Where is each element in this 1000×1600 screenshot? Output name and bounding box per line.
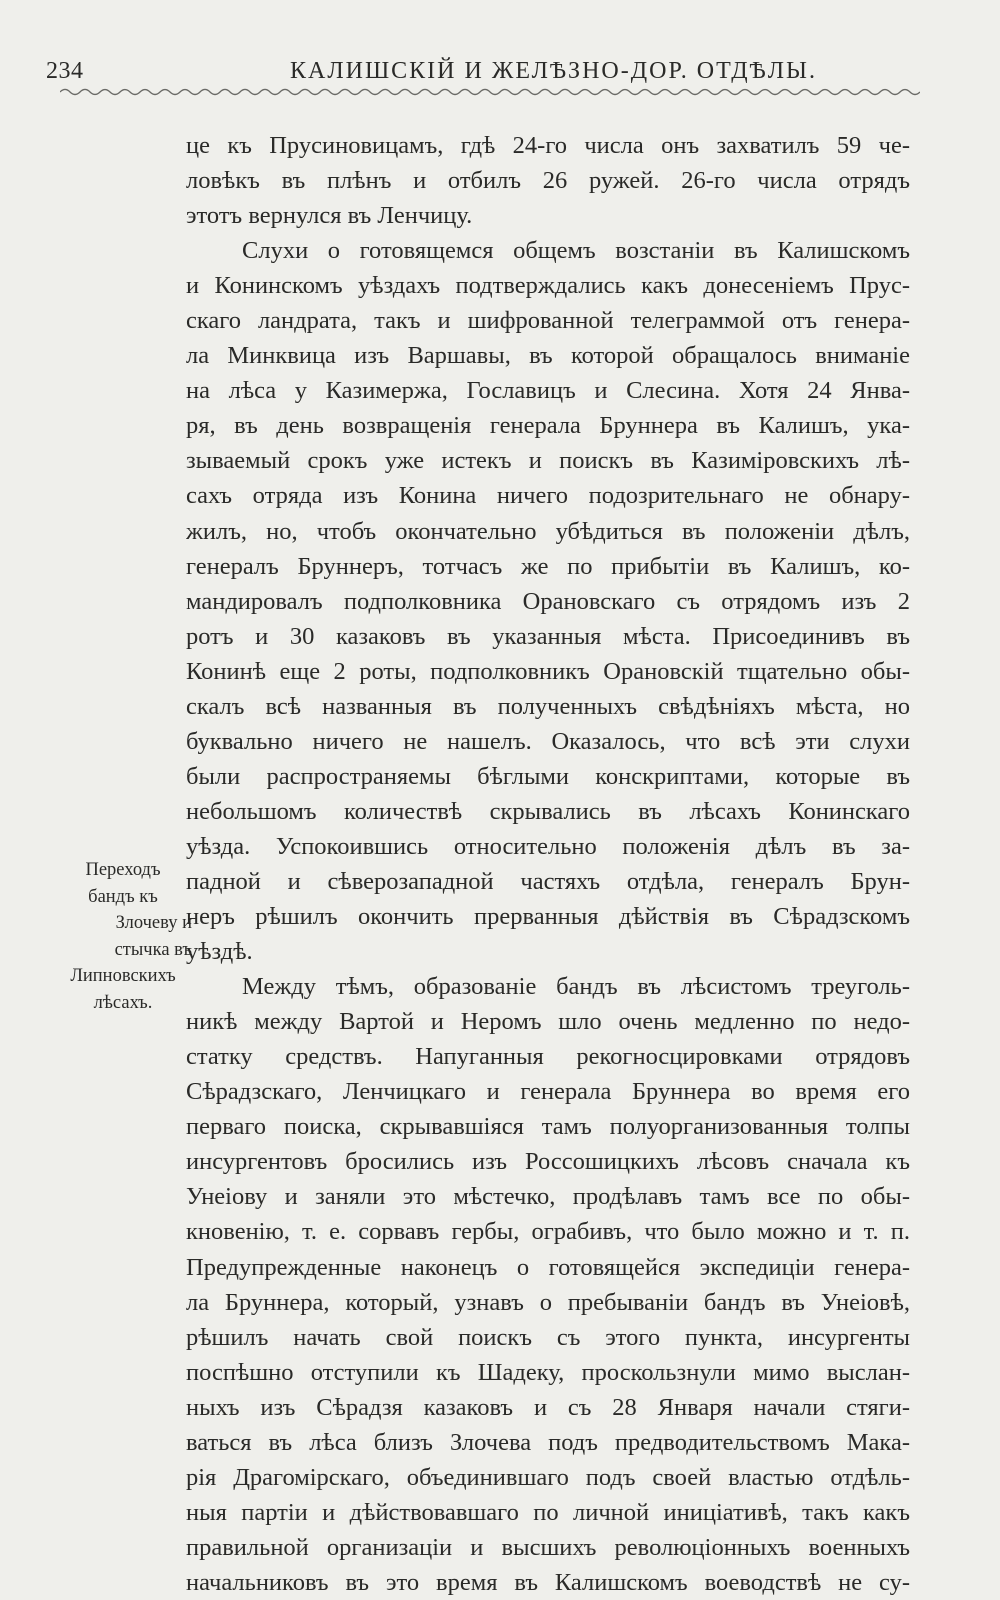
text-line: этотъ вернулся въ Ленчицу. (186, 202, 473, 230)
text-line: сахъ отряда изъ Конина ничего подозрительнаго не обнару- (186, 482, 910, 510)
text-line: генералъ Бруннеръ, тотчасъ же по прибытіи въ Калишъ, ко- (186, 552, 910, 580)
text-line: ловѣкъ въ плѣнъ и отбилъ 26 ружей. 26-го числа отрядъ (186, 167, 910, 195)
text-line: рѣшилъ начать свой поискъ съ этого пункта, инсургенты (186, 1323, 910, 1351)
text-line: скаго ландрата, такъ и шифрованной телеграммой отъ генера- (186, 307, 910, 335)
text-line: неръ рѣшилъ окончить прерванныя дѣйствія въ Сѣрадзскомъ (186, 903, 910, 931)
marginal-note-line: стычка въ (114, 939, 192, 960)
running-head: КАЛИШСКІЙ И ЖЕЛѢЗНО-ДОР. ОТДѢЛЫ. (290, 58, 817, 84)
marginal-note-line: бандъ къ (88, 886, 158, 907)
text-line: перваго поиска, скрывавшіяся тамъ полуорганизованныя толпы (186, 1113, 910, 1141)
text-line: уѣзда. Успокоившись относительно положенія дѣлъ въ за- (186, 832, 910, 860)
text-line: Предупрежденные наконецъ о готовящейся экспедиціи генера- (186, 1253, 910, 1281)
bleed-through-shadow (58, 298, 168, 320)
marginal-note-line: Переходъ (85, 860, 161, 880)
text-line: были распространяемы бѣглыми конскриптами, которые въ (186, 762, 910, 790)
page-number: 234 (46, 58, 84, 84)
text-line: ря, въ день возвращенія генерала Бруннера въ Калишъ, ука- (186, 412, 910, 440)
text-line: Между тѣмъ, образованіе бандъ въ лѣсистомъ треуголь- (242, 973, 910, 1001)
marginal-note-line: Злочеву и (115, 913, 192, 933)
text-line: ныя партіи и дѣйствовавшаго по личной иниціативѣ, такъ какъ (186, 1498, 910, 1526)
text-line: падной и сѣверозападной частяхъ отдѣла, генералъ Брун- (186, 867, 910, 895)
text-line: Конинѣ еще 2 роты, подполковникъ Орановскій тщательно обы- (186, 657, 910, 685)
text-line: никѣ между Вартой и Неромъ шло очень медленно по недо- (186, 1008, 910, 1036)
text-line: буквально ничего не нашелъ. Оказалось, что всѣ эти слухи (186, 727, 910, 755)
text-line: на лѣса у Казимержа, Гославицъ и Слесина. Хотя 24 Янва- (186, 377, 910, 405)
text-line: ла Минквица изъ Варшавы, въ которой обращалось вниманіе (186, 342, 910, 370)
text-line: Сѣрадзскаго, Ленчицкаго и генерала Бруннера во время его (186, 1078, 910, 1106)
text-line: Слухи о готовящемся общемъ возстаніи въ Калишскомъ (242, 237, 910, 265)
text-line: уѣздѣ. (186, 938, 253, 966)
text-line: небольшомъ количествѣ скрывались въ лѣсахъ Конинскаго (186, 797, 910, 825)
text-line: начальниковъ въ это время въ Калишскомъ воеводствѣ не су- (186, 1568, 910, 1596)
text-line: кновенію, т. е. сорвавъ гербы, ограбивъ, что было можно и т. п. (186, 1218, 910, 1246)
text-line: статку средствъ. Напуганныя рекогносцировками отрядовъ (186, 1043, 910, 1071)
marginal-note (54, 857, 192, 1016)
body-text (186, 128, 910, 1600)
text-line: инсургентовъ бросились изъ Россошицкихъ лѣсовъ сначала къ (186, 1148, 910, 1176)
text-line: правильной организаціи и высшихъ революціонныхъ военныхъ (186, 1533, 910, 1561)
text-line: и Конинскомъ уѣздахъ подтверждались какъ донесеніемъ Прус- (186, 272, 910, 300)
text-line: ла Бруннера, который, узнавъ о пребываніи бандъ въ Унеіовѣ, (186, 1288, 910, 1316)
text-line: жилъ, но, чтобъ окончательно убѣдиться въ положеніи дѣлъ, (186, 517, 910, 545)
text-line: скалъ всѣ названныя въ полученныхъ свѣдѣніяхъ мѣста, но (186, 692, 910, 720)
text-line: поспѣшно отступили къ Шадеку, проскользнули мимо выслан- (186, 1358, 910, 1386)
text-line: це къ Прусиновицамъ, гдѣ 24-го числа онъ захватилъ 59 че- (186, 132, 910, 159)
text-line: ваться въ лѣса близъ Злочева подъ предводительствомъ Мака- (186, 1428, 910, 1456)
decorative-wavy-rule (60, 85, 920, 99)
text-line: зываемый срокъ уже истекъ и поискъ въ Казиміровскихъ лѣ- (186, 447, 910, 475)
text-line: ротъ и 30 казаковъ въ указанныя мѣста. Присоединивъ въ (186, 622, 910, 650)
text-line: рія Драгомірскаго, объединившаго подъ своей властью отдѣль- (186, 1463, 910, 1491)
marginal-note-line: Липновскихъ (70, 966, 176, 986)
text-line: мандировалъ подполковника Орановскаго съ отрядомъ изъ 2 (186, 587, 910, 615)
marginal-note-line: лѣсахъ. (93, 992, 153, 1013)
text-line: Унеіову и заняли это мѣстечко, продѣлавъ тамъ все по обы- (186, 1183, 910, 1211)
text-line: ныхъ изъ Сѣрадзя казаковъ и съ 28 Января начали стяги- (186, 1393, 910, 1421)
